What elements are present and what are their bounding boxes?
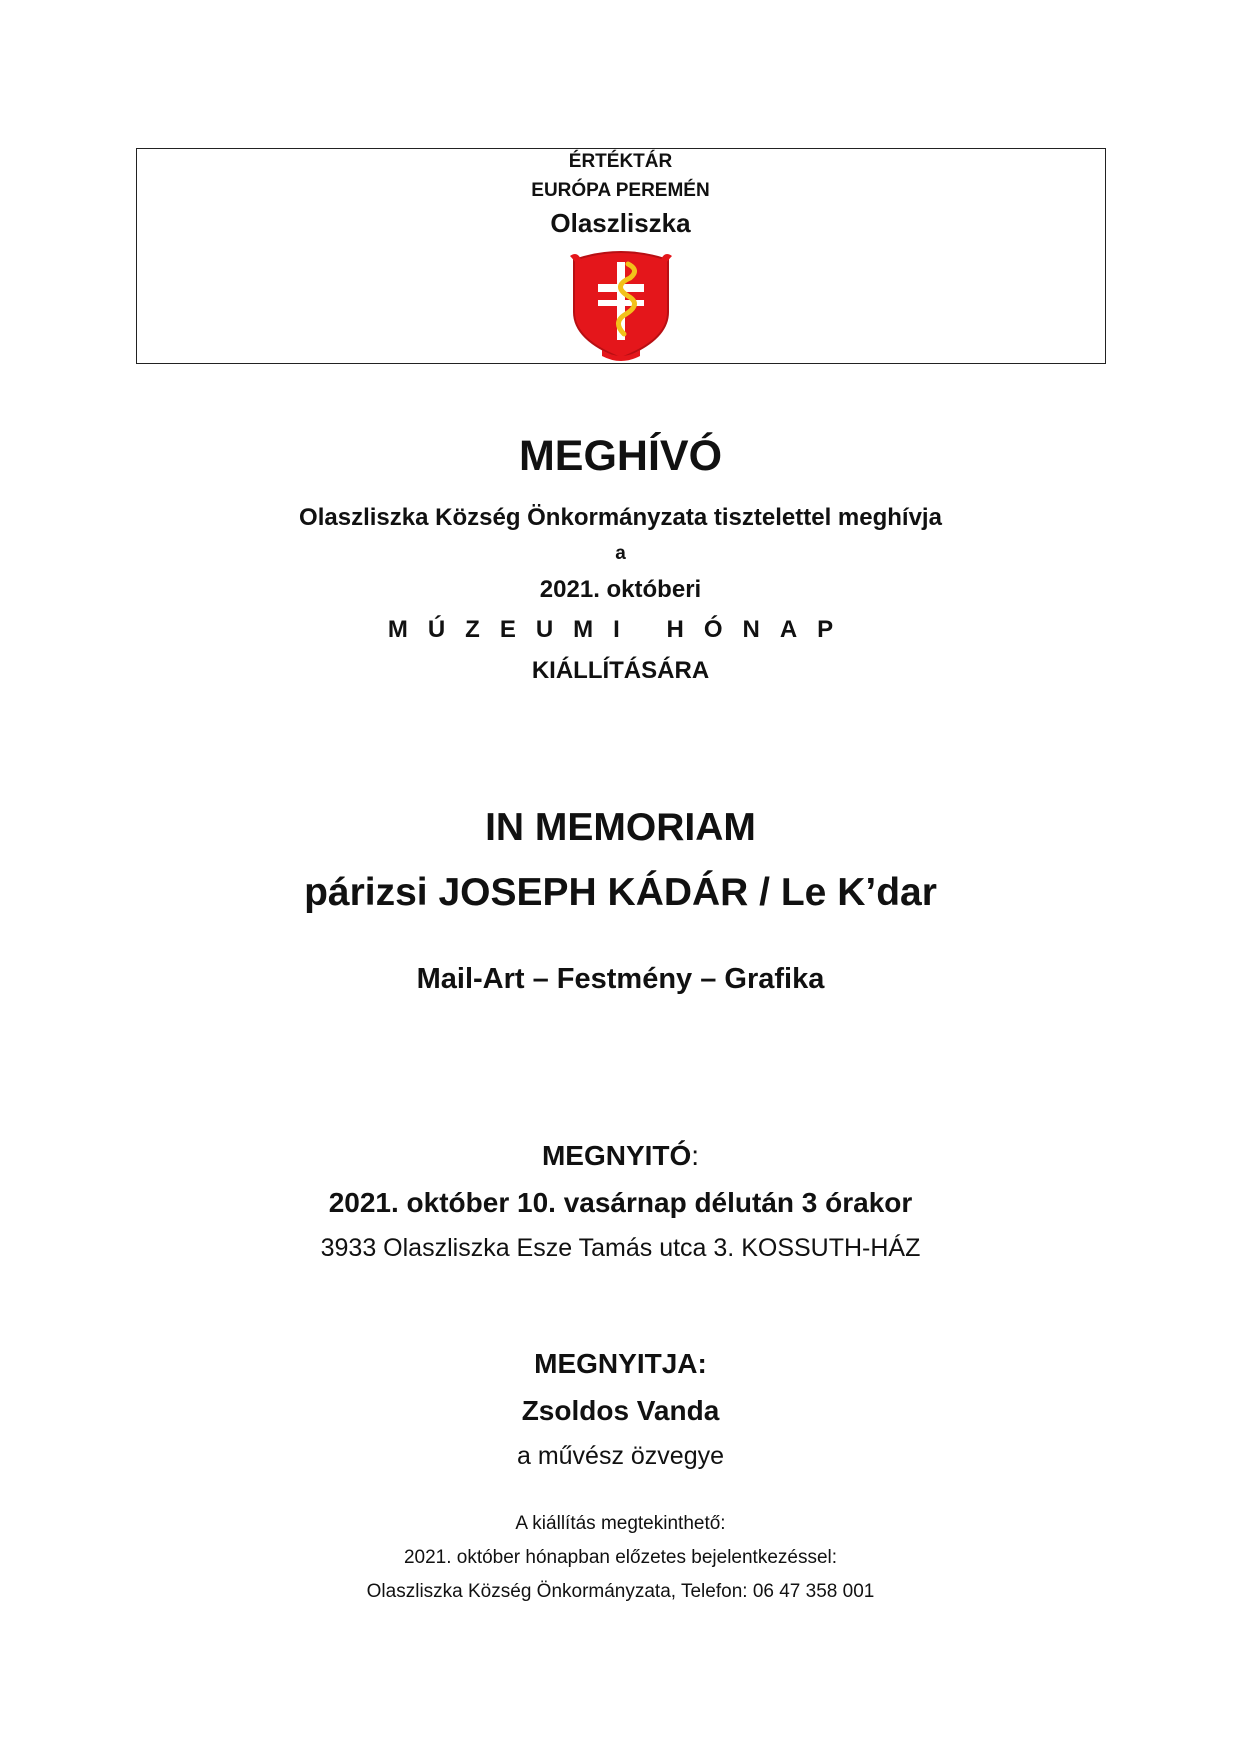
invitation-title: MEGHÍVÓ (518, 432, 723, 480)
visiting-note-1: A kiállítás megtekinthető: (515, 1513, 726, 1534)
genres-line: Mail-Art – Festmény – Grafika (416, 963, 825, 995)
opening-date: 2021. október 10. vasárnap délután 3 órakor (328, 1187, 913, 1218)
opener-name: Zsoldos Vanda (521, 1395, 720, 1426)
exhibition-title: IN MEMORIAM (485, 806, 756, 849)
visiting-note-2: 2021. október hónapban előzetes bejelentkezéssel: (403, 1547, 838, 1568)
opening-address: 3933 Olaszliszka Esze Tamás utca 3. KOSSUTH-HÁZ (320, 1234, 921, 1262)
header-line-1: ÉRTÉKTÁR (568, 151, 673, 172)
visiting-note-3: Olaszliszka Község Önkormányzata, Telefon: 06 47 358 001 (366, 1581, 875, 1602)
opening-label-colon: : (691, 1140, 700, 1171)
opener-role: a művész özvegye (516, 1442, 725, 1470)
museum-month-line: MÚZEUMI HÓNAP (387, 616, 854, 643)
header-line-2: EURÓPA PEREMÉN (531, 180, 710, 201)
month-year-line: 2021. októberi (539, 576, 702, 603)
inviter-line: Olaszliszka Község Önkormányzata tisztelettel meghívja (299, 504, 942, 531)
exhibition-line: KIÁLLÍTÁSÁRA (531, 657, 710, 684)
opener-label: MEGNYITJA: (534, 1348, 707, 1379)
article-line: a (615, 543, 626, 564)
opening-label-text: MEGNYITÓ (541, 1140, 692, 1171)
header-town-name: Olaszliszka (550, 208, 691, 238)
opening-label (0, 1140, 1241, 1172)
artist-name: párizsi JOSEPH KÁDÁR / Le K’dar (304, 871, 937, 914)
coat-of-arms-icon (568, 242, 674, 366)
